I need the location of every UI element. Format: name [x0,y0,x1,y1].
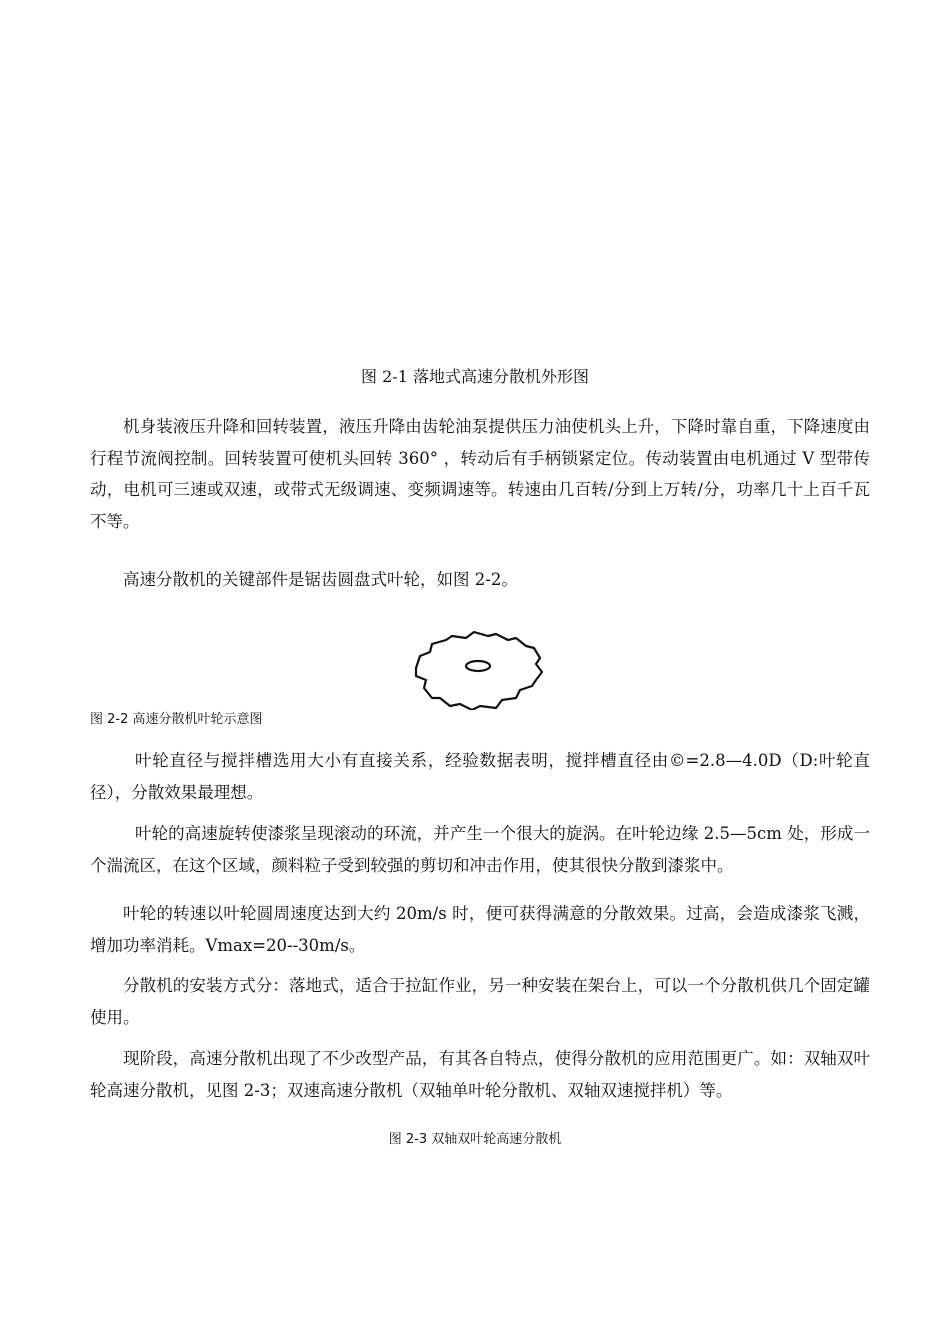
paragraph-peripheral-speed: 叶轮的转速以叶轮圆周速度达到大约 20m/s 时，便可获得满意的分散效果。过高，会造成漆浆飞溅，增加功率消耗。Vmax=20--30m/s。 [90,904,870,955]
paragraph-variants: 现阶段，高速分散机出现了不少改型产品，有其各自特点，使得分散机的应用范围更广。如：双轴双叶轮高速分散机，见图 2-3；双速高速分散机（双轴单叶轮分散机、双轴双速搅拌机）等。 [90,1049,870,1100]
paragraph-impeller-key-part: 高速分散机的关键部件是锯齿圆盘式叶轮，如图 2-2。 [123,570,518,589]
paragraph-lift-and-drive: 机身装液压升降和回转装置，液压升降由齿轮油泵提供压力油使机头上升，下降时靠自重，下降速度由行程节流阀控制。回转装置可使机头回转 360° ，转动后有手柄锁紧定位。传动装置由电机通过 V 型带传动，电机可三速或双速，或带式无级调速、变频调速等。转速由几百转/分到上万转/分，功率几十上百千瓦不等。 [90,417,870,531]
paragraph-impeller-diameter: 叶轮直径与搅拌槽选用大小有直接关系，经验数据表明，搅拌槽直径由©=2.8—4.0D（D:叶轮直径），分散效果最理想。 [90,751,870,802]
paragraph-installation: 分散机的安装方式分：落地式，适合于拉缸作业，另一种安装在架台上，可以一个分散机供几个固定罐使用。 [90,976,870,1027]
figure-2-1-caption: 图 2-1 落地式高速分散机外形图 [361,367,589,386]
figure-2-2-caption: 图 2-2 高速分散机叶轮示意图 [90,712,263,727]
sawtooth-impeller-figure [408,628,548,710]
figure-2-3-caption: 图 2-3 双轴双叶轮高速分散机 [388,1132,562,1147]
paragraph-vortex-turbulence: 叶轮的高速旋转使漆浆呈现滚动的环流，并产生一个很大的旋涡。在叶轮边缘 2.5—5cm 处，形成一个湍流区，在这个区域，颜料粒子受到较强的剪切和冲击作用，使其很快分散到漆浆中。 [90,824,870,875]
